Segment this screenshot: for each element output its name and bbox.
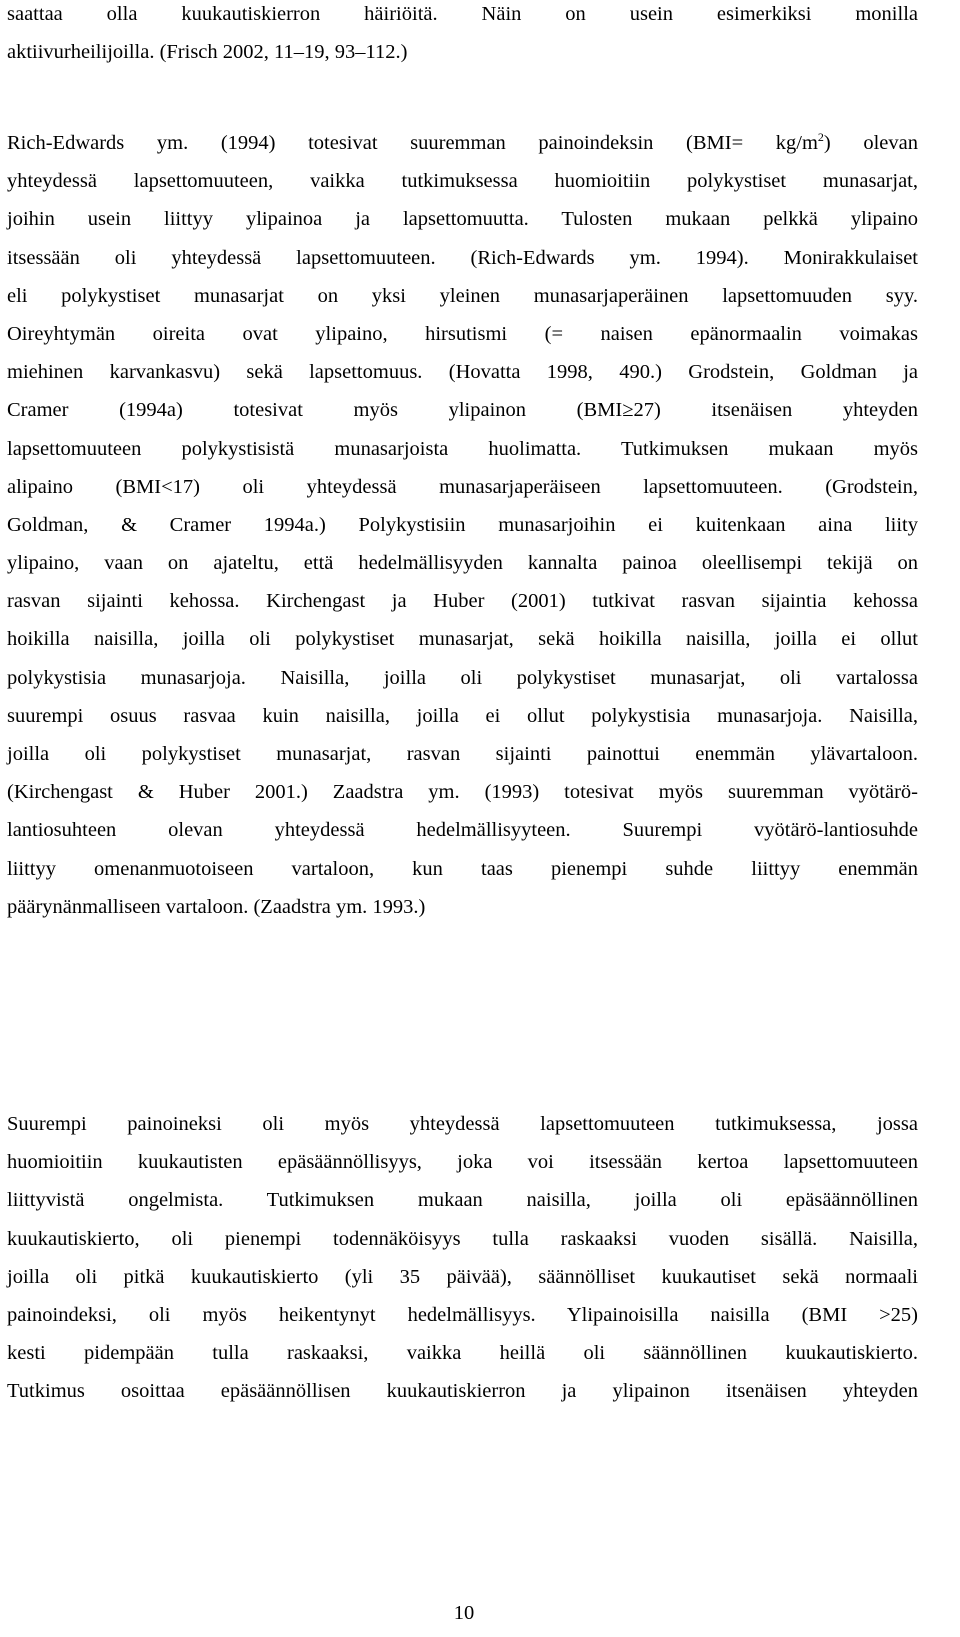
superscript-2: 2 xyxy=(817,130,824,145)
paragraph-3-line-5: joilla oli pitkä kuukautiskierto (yli 35 päivää), säännölliset kuukautiset sekä normaali xyxy=(7,1265,918,1288)
paragraph-3-line-6: painoindeksi, oli myös heikentynyt hedelmällisyys. Ylipainoisilla naisilla (BMI >25) xyxy=(7,1303,918,1326)
greater-equal-symbol: ≥ xyxy=(622,399,634,422)
paragraph-2-line-21: päärynänmalliseen vartaloon. (Zaadstra ym. 1993.) xyxy=(7,895,426,918)
paragraph-3-line-3: liittyvistä ongelmista. Tutkimuksen mukaan naisilla, joilla oli epäsäännöllinen xyxy=(7,1189,918,1212)
paragraph-3 xyxy=(7,1105,918,1411)
paragraph-3-line-7: kesti pidempään tulla raskaaksi, vaikka heillä oli säännöllinen kuukautiskierto. xyxy=(7,1342,918,1365)
paragraph-2-line-18: (Kirchengast & Huber 2001.) Zaadstra ym. (1993) totesivat myös suuremman vyötärö- xyxy=(7,781,918,804)
paragraph-2-line-10: alipaino (BMI<17) oli yhteydessä munasarjaperäiseen lapsettomuuteen. (Grodstein, xyxy=(7,475,918,498)
paragraph-2-line-14: hoikilla naisilla, joilla oli polykystiset munasarjat, sekä hoikilla naisilla, joilla ei ollut xyxy=(7,628,918,651)
paragraph-2-line-4: itsessään oli yhteydessä lapsettomuuteen. (Rich-Edwards ym. 1994). Monirakkulaiset xyxy=(7,246,918,269)
page-number: 10 xyxy=(453,1602,475,1624)
paragraph-2-line-12: ylipaino, vaan on ajateltu, että hedelmällisyyden kannalta painoa oleellisempi tekijä on xyxy=(7,552,918,575)
paragraph-1-line-2: aktiivurheilijoilla. (Frisch 2002, 11–19, 93–112.) xyxy=(7,41,408,64)
paragraph-3-line-8: Tutkimus osoittaa epäsäännöllisen kuukautiskierron ja ylipainon itsenäisen yhteyden xyxy=(7,1380,918,1403)
paragraph-2-line-3: joihin usein liittyy ylipainoa ja lapsettomuutta. Tulosten mukaan pelkkä ylipaino xyxy=(7,208,918,231)
paragraph-2-line-6: Oireyhtymän oireita ovat ylipaino, hirsutismi (= naisen epänormaalin voimakas xyxy=(7,322,918,345)
paragraph-2-line-20: liittyy omenanmuotoiseen vartaloon, kun taas pienempi suhde liittyy enemmän xyxy=(7,857,918,880)
paragraph-2-line-19: lantiosuhteen olevan yhteydessä hedelmällisyyteen. Suurempi vyötärö-lantiosuhde xyxy=(7,819,918,842)
paragraph-2-line-13: rasvan sijainti kehossa. Kirchengast ja Huber (2001) tutkivat rasvan sijaintia kehossa xyxy=(7,590,918,613)
paragraph-3-line-1: Suurempi painoineksi oli myös yhteydessä lapsettomuuteen tutkimuksessa, jossa xyxy=(7,1113,918,1135)
paragraph-2-line-2: yhteydessä lapsettomuuteen, vaikka tutkimuksessa huomioitiin polykystiset munasarjat, xyxy=(7,170,918,193)
paragraph-2-line-7: miehinen karvankasvu) sekä lapsettomuus. (Hovatta 1998, 490.) Grodstein, Goldman ja xyxy=(7,361,918,384)
paragraph-3-line-4: kuukautiskierto, oli pienempi todennäköisyys tulla raskaaksi vuoden sisällä. Naisilla, xyxy=(7,1227,918,1250)
paragraph-2 xyxy=(7,124,918,926)
paragraph-2-line-8: Cramer (1994a) totesivat myös ylipainon (BMI≥27) itsenäisen yhteyden xyxy=(7,391,918,429)
paragraph-2-line-16: suurempi osuus rasvaa kuin naisilla, joilla ei ollut polykystisia munasarjoja. Naisilla, xyxy=(7,704,918,727)
paragraph-2-line-1: Rich-Edwards ym. (1994) totesivat suuremman painoindeksin $(BMI= kg/m^2)$ olevan xyxy=(7,130,918,154)
paragraph-1-line-1: saattaa olla kuukautiskierron häiriöitä. Näin on usein esimerkiksi monilla xyxy=(7,3,918,25)
paragraph-2-line-15: polykystisia munasarjoja. Naisilla, joilla oli polykystiset munasarjat, oli vartalossa xyxy=(7,666,918,689)
paragraph-2-line-9: lapsettomuuteen polykystisistä munasarjoista huolimatta. Tutkimuksen mukaan myös xyxy=(7,437,918,460)
paragraph-2-line-17: joilla oli polykystiset munasarjat, rasvan sijainti painottui enemmän ylävartaloon. xyxy=(7,743,918,765)
paragraph-1 xyxy=(7,0,918,71)
paragraph-3-line-2: huomioitiin kuukautisten epäsäännöllisyys, joka voi itsessään kertoa lapsettomuuteen xyxy=(7,1151,918,1174)
paragraph-2-line-5: eli polykystiset munasarjat on yksi yleinen munasarjaperäinen lapsettomuuden syy. xyxy=(7,284,918,307)
paragraph-2-line-11: Goldman, & Cramer 1994a.) Polykystisiin munasarjoihin ei kuitenkaan aina liity xyxy=(7,513,918,536)
